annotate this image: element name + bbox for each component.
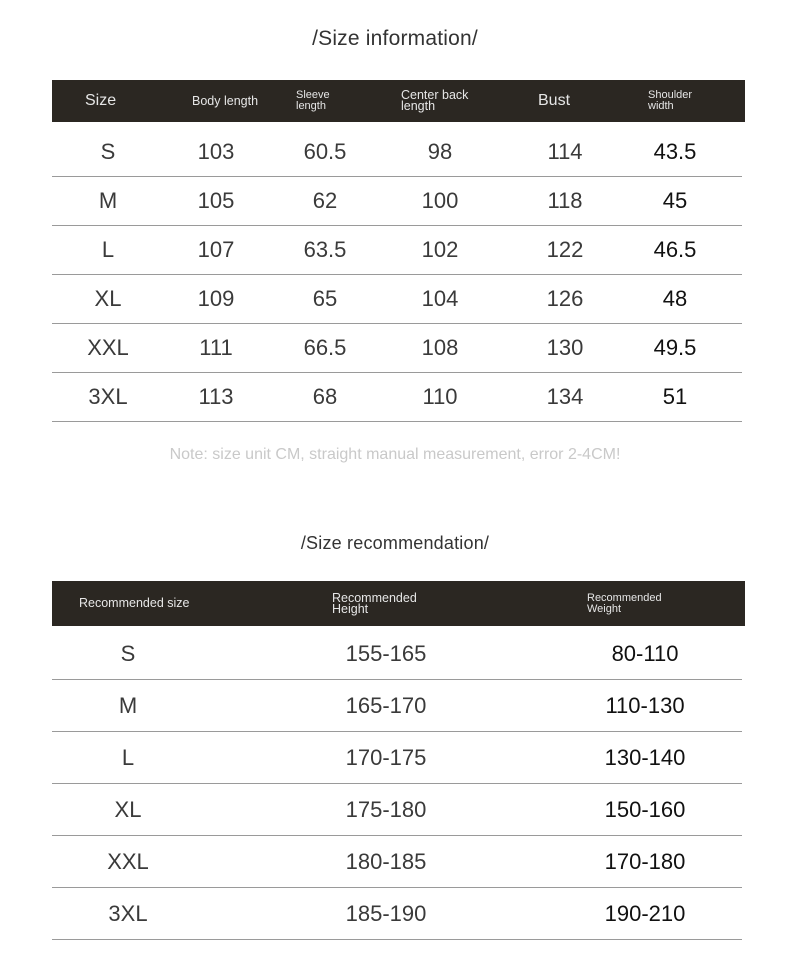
table-cell: 104 bbox=[421, 286, 459, 311]
table-cell: 126 bbox=[546, 286, 584, 311]
header-body-length: Body length bbox=[192, 93, 259, 108]
table-cell: XXL bbox=[87, 335, 129, 360]
table-cell: 49.5 bbox=[653, 335, 697, 360]
table-cell: 107 bbox=[197, 237, 235, 262]
table-cell: L bbox=[101, 237, 115, 262]
table-cell: 155-165 bbox=[345, 640, 427, 666]
table-cell: 66.5 bbox=[303, 335, 347, 360]
size-recommendation-header bbox=[52, 581, 745, 626]
size-information-title: /Size information/ bbox=[312, 27, 478, 50]
table-cell: 100 bbox=[421, 188, 459, 213]
table-row bbox=[52, 128, 742, 177]
table-cell: XL bbox=[94, 286, 122, 311]
table-row bbox=[52, 628, 742, 680]
table-cell: 122 bbox=[546, 237, 584, 262]
header-center-back-length: Center back length bbox=[401, 88, 469, 113]
table-cell: 60.5 bbox=[303, 139, 347, 164]
table-cell: XXL bbox=[107, 848, 149, 874]
table-cell: 190-210 bbox=[604, 900, 686, 926]
table-cell: 185-190 bbox=[345, 900, 427, 926]
table-row bbox=[52, 784, 742, 836]
header-bust: Bust bbox=[538, 92, 571, 109]
table-row bbox=[52, 836, 742, 888]
size-note: Note: size unit CM, straight manual measurement, error 2-4CM! bbox=[169, 446, 621, 463]
table-cell: 109 bbox=[197, 286, 235, 311]
table-cell: 118 bbox=[547, 188, 583, 213]
table-cell: 170-180 bbox=[604, 848, 686, 874]
table-cell: 103 bbox=[197, 139, 235, 164]
table-row bbox=[52, 373, 742, 422]
table-cell: 51 bbox=[662, 384, 688, 409]
table-cell: 110-130 bbox=[605, 692, 685, 718]
table-cell: 114 bbox=[547, 139, 583, 164]
size-recommendation-table bbox=[52, 628, 742, 940]
table-cell: 105 bbox=[197, 188, 235, 213]
table-row bbox=[52, 324, 742, 373]
table-cell: 150-160 bbox=[604, 796, 686, 822]
table-cell: 3XL bbox=[88, 384, 128, 409]
table-cell: 43.5 bbox=[653, 139, 697, 164]
table-cell: L bbox=[121, 744, 135, 770]
header-size: Size bbox=[85, 92, 117, 109]
table-cell: 108 bbox=[421, 335, 459, 360]
header-recommended-weight: Recommended Weight bbox=[587, 591, 662, 615]
header-sleeve-length: Sleeve length bbox=[296, 89, 330, 112]
table-cell: M bbox=[98, 188, 118, 213]
table-row bbox=[52, 732, 742, 784]
header-shoulder-width: Shoulder width bbox=[648, 89, 693, 112]
table-row bbox=[52, 888, 742, 940]
table-cell: S bbox=[120, 640, 136, 666]
table-cell: 3XL bbox=[108, 900, 148, 926]
size-recommendation-title: /Size recommendation/ bbox=[300, 533, 490, 553]
table-cell: 111 bbox=[199, 335, 233, 360]
size-information-table bbox=[52, 128, 742, 422]
header-recommended-height: Recommended Height bbox=[332, 590, 417, 616]
table-cell: 113 bbox=[198, 384, 234, 409]
table-cell: 180-185 bbox=[345, 848, 427, 874]
table-cell: 62 bbox=[312, 188, 338, 213]
table-cell: 110 bbox=[422, 384, 458, 409]
table-cell: XL bbox=[114, 796, 142, 822]
table-row bbox=[52, 680, 742, 732]
table-cell: 165-170 bbox=[345, 692, 427, 718]
table-row bbox=[52, 275, 742, 324]
table-cell: 130-140 bbox=[604, 744, 686, 770]
table-cell: S bbox=[100, 139, 116, 164]
table-cell: 68 bbox=[312, 384, 338, 409]
table-row bbox=[52, 226, 742, 275]
table-cell: 63.5 bbox=[303, 237, 347, 262]
size-information-header bbox=[52, 80, 745, 122]
table-cell: M bbox=[118, 692, 138, 718]
table-cell: 65 bbox=[312, 286, 338, 311]
table-cell: 48 bbox=[662, 286, 688, 311]
table-cell: 45 bbox=[662, 188, 688, 213]
table-cell: 175-180 bbox=[345, 796, 427, 822]
table-cell: 46.5 bbox=[653, 237, 697, 262]
table-cell: 102 bbox=[421, 237, 459, 262]
table-row bbox=[52, 177, 742, 226]
table-cell: 134 bbox=[546, 384, 584, 409]
table-cell: 98 bbox=[427, 139, 453, 164]
header-recommended-size: Recommended size bbox=[79, 596, 190, 610]
table-cell: 170-175 bbox=[345, 744, 427, 770]
table-cell: 130 bbox=[546, 335, 584, 360]
table-cell: 80-110 bbox=[611, 640, 679, 666]
